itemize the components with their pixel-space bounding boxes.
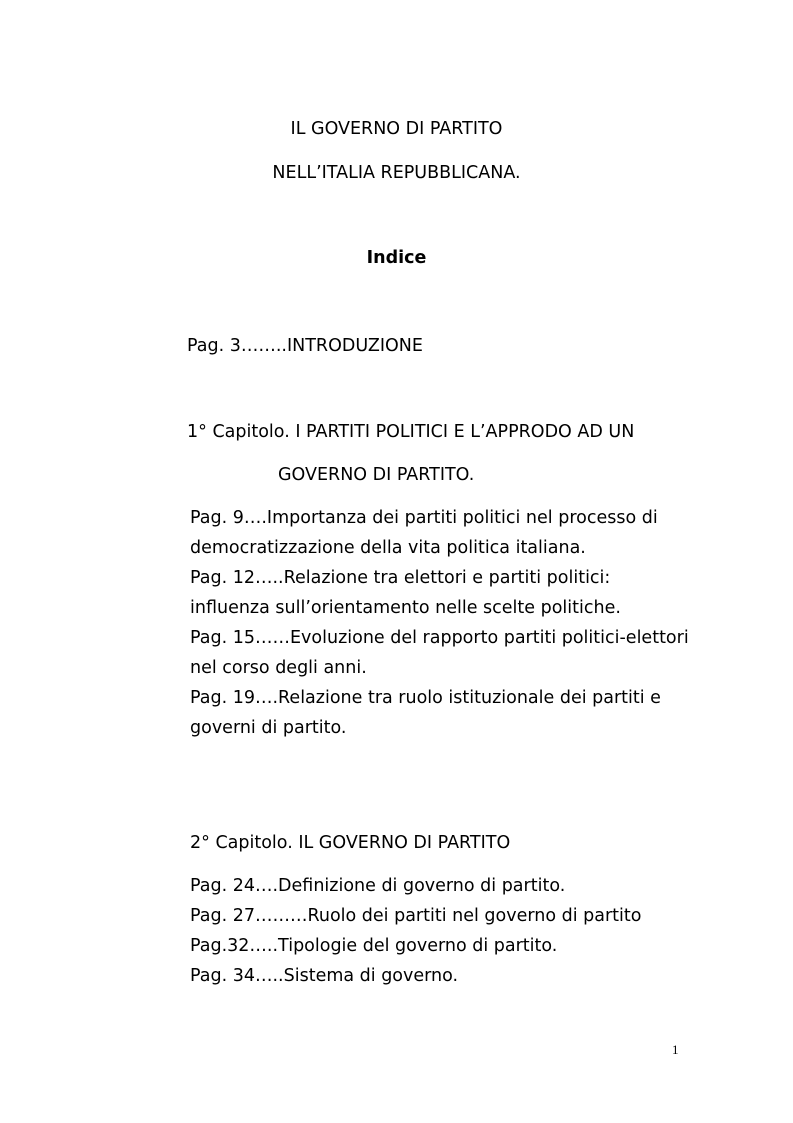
toc-line: Pag. 12…..Relazione tra elettori e partiti politici: (190, 568, 611, 588)
toc-line: democratizzazione della vita politica italiana. (190, 538, 586, 558)
toc-line: Pag. 15……Evoluzione del rapporto partiti politici-elettori (190, 628, 689, 648)
toc-line: nel corso degli anni. (190, 658, 367, 678)
page-number: 1 (672, 1042, 679, 1057)
chapter-2-heading: 2° Capitolo. IL GOVERNO DI PARTITO (190, 833, 511, 853)
toc-entry-introduction: Pag. 3……..INTRODUZIONE (187, 336, 423, 356)
toc-line: governi di partito. (190, 718, 347, 738)
chapter-1-heading-continued: GOVERNO DI PARTITO. (278, 465, 475, 485)
toc-line: Pag. 34…..Sistema di governo. (190, 966, 459, 986)
toc-line: Pag.32…..Tipologie del governo di partito. (190, 936, 558, 956)
toc-line: Pag. 19….Relazione tra ruolo istituzionale dei partiti e (190, 688, 661, 708)
toc-line: Pag. 9….Importanza dei partiti politici nel processo di (190, 508, 658, 528)
chapter-1-heading: 1° Capitolo. I PARTITI POLITICI E L’APPRODO AD UN (187, 422, 635, 442)
document-title-line-1: IL GOVERNO DI PARTITO (290, 119, 503, 139)
document-title-line-2: NELL’ITALIA REPUBBLICANA. (272, 163, 521, 183)
toc-line: Pag. 24….Definizione di governo di partito. (190, 876, 566, 896)
toc-line: Pag. 27………Ruolo dei partiti nel governo di partito (190, 906, 642, 926)
toc-line: influenza sull’orientamento nelle scelte politiche. (190, 598, 621, 618)
index-heading: Indice (366, 248, 427, 268)
